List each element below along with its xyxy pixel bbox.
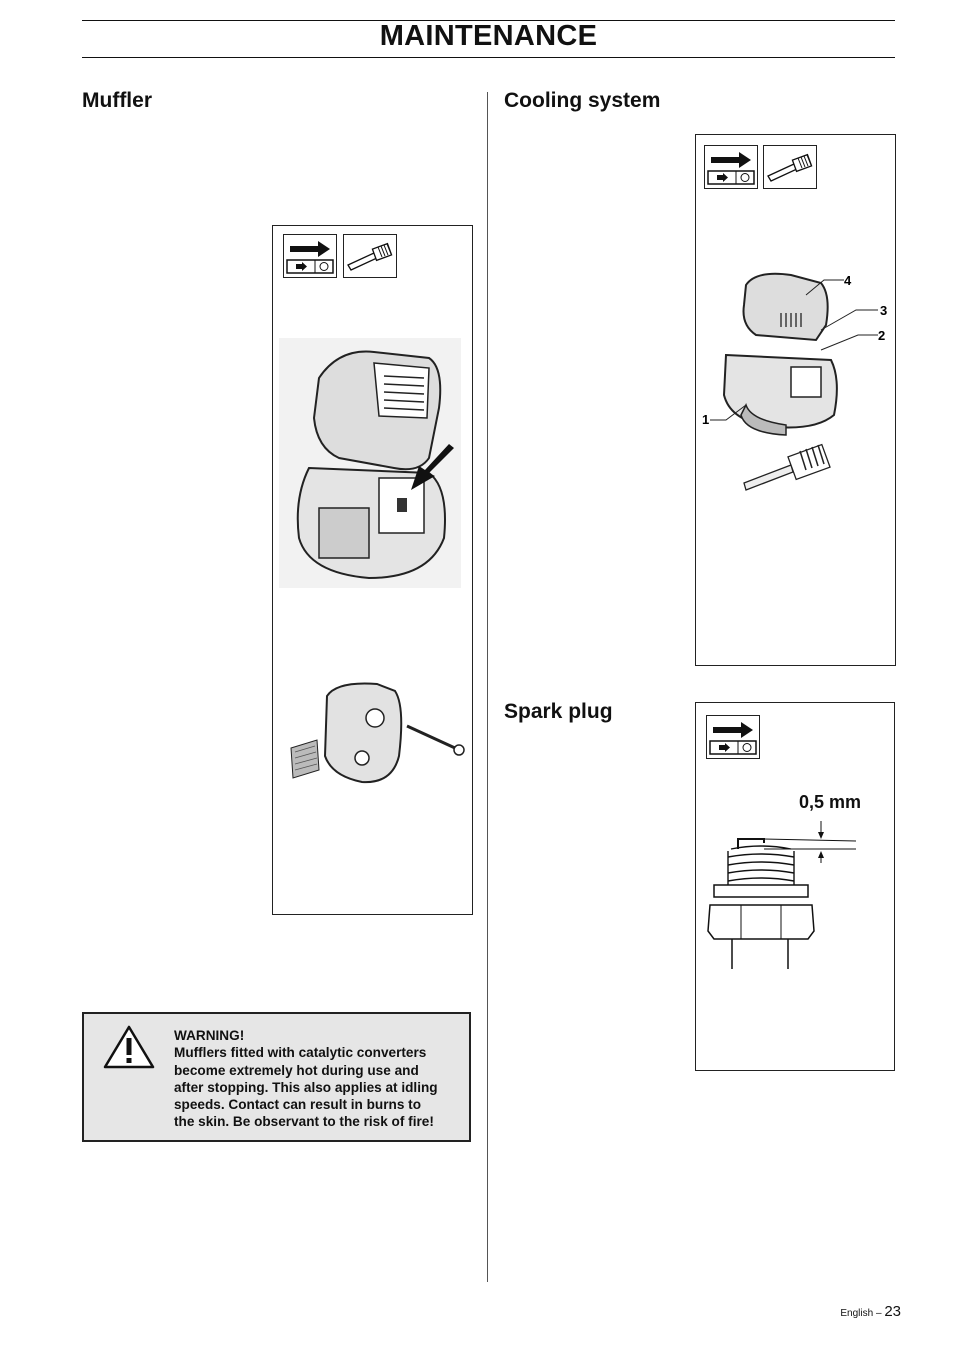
page-footer (840, 1303, 901, 1320)
muffler-parts-illustration (287, 676, 469, 791)
brush-icon (343, 234, 397, 278)
page-title: MAINTENANCE (379, 20, 598, 52)
warning-text (174, 1027, 464, 1131)
muffler-heading: Muffler (82, 89, 152, 112)
warning-triangle-icon (102, 1024, 156, 1070)
spark-plug-figure (695, 702, 895, 1071)
warning-line: become extremely hot during use and (174, 1062, 419, 1078)
warning-line: the skin. Be observant to the risk of fire! (174, 1114, 434, 1130)
warning-line: speeds. Contact can result in burns to (174, 1097, 421, 1113)
engine-muffler-illustration (279, 338, 461, 588)
column-divider (487, 92, 488, 1282)
page-number: 23 (884, 1303, 901, 1320)
cooling-system-figure (695, 134, 896, 666)
warning-heading: WARNING! (174, 1028, 245, 1043)
arrow-stop-icon (283, 234, 337, 278)
electrode-gap-label: 0,5 mm (799, 792, 862, 812)
arrow-stop-icon (704, 145, 758, 189)
muffler-figure (272, 225, 473, 915)
warning-line: after stopping. This also applies at idling (174, 1079, 438, 1095)
arrow-stop-icon (706, 715, 760, 759)
warning-box (82, 1012, 471, 1142)
brush-icon (763, 145, 817, 189)
cooling-engine-illustration (696, 265, 895, 495)
cooling-system-heading: Cooling system (504, 89, 661, 112)
spark-plug-illustration (706, 821, 886, 971)
callout-2: 2 (878, 328, 886, 343)
header-bottom-rule (82, 57, 895, 58)
callout-3: 3 (880, 303, 888, 318)
footer-language: English – (840, 1308, 882, 1319)
warning-line: Mufflers fitted with catalytic converters (174, 1045, 427, 1061)
spark-plug-heading: Spark plug (504, 700, 613, 723)
callout-1: 1 (702, 412, 710, 427)
callout-4: 4 (844, 273, 852, 288)
